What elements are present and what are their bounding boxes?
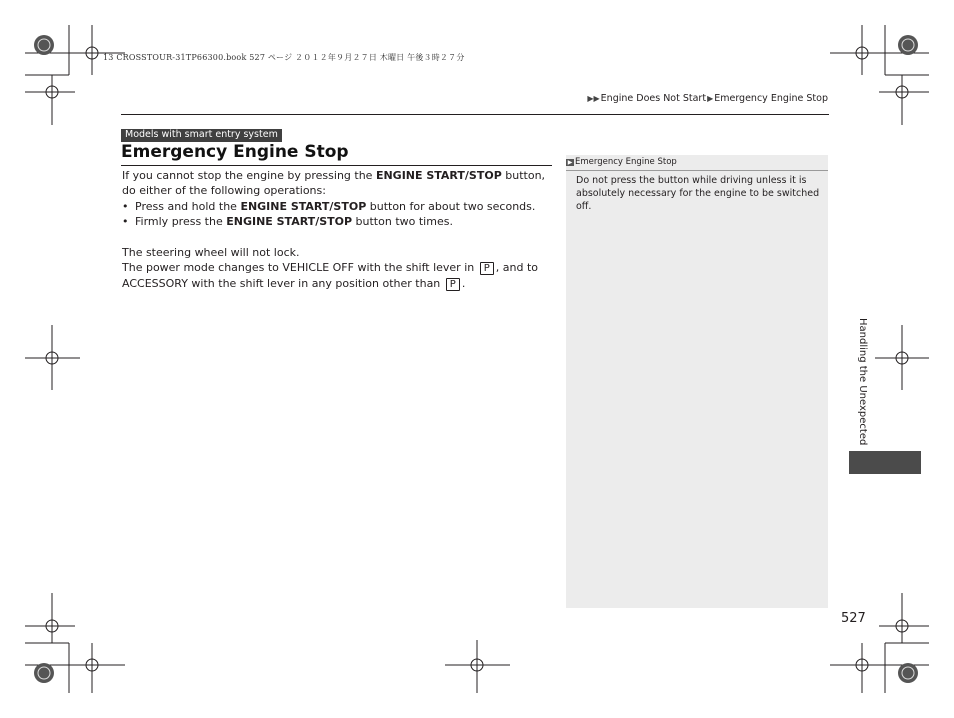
model-badge: Models with smart entry system <box>121 129 282 142</box>
breadcrumb <box>586 93 828 104</box>
note-header <box>566 155 828 171</box>
section-title: Emergency Engine Stop <box>121 142 349 162</box>
operations-list <box>122 199 552 230</box>
chapter-tab <box>849 451 921 474</box>
power-mode-note: The power mode changes to VEHICLE OFF with the shift lever in P , and to ACCESSORY with the shift lever in any position other than P . <box>122 261 538 290</box>
note-arrow-icon: ▶ <box>567 159 573 166</box>
body-text <box>122 168 552 291</box>
title-divider <box>121 165 552 166</box>
note-text: Do not press the button while driving unless it is absolutely necessary for the engine to be switched off. <box>576 175 820 212</box>
button-name: ENGINE START/STOP <box>375 169 502 182</box>
print-header: 13 CROSSTOUR-31TP66300.book 527 ページ ２０１２年９月２７日 木曜日 午後３時２７分 <box>103 53 465 62</box>
note-title: Emergency Engine Stop <box>575 157 677 167</box>
park-key-icon: P <box>446 278 460 291</box>
list-item: • Press and hold the ENGINE START/STOP button for about two seconds. <box>122 199 552 214</box>
header-divider <box>121 114 829 115</box>
side-note-panel <box>566 155 828 608</box>
park-key-icon: P <box>480 262 494 275</box>
arrow-icon: ▶ <box>707 94 714 103</box>
breadcrumb-item[interactable]: Engine Does Not Start <box>600 93 707 104</box>
steering-note: The steering wheel will not lock. <box>122 246 300 260</box>
page-number: 527 <box>841 611 866 626</box>
double-arrow-icon: ▶▶ <box>587 94 600 103</box>
list-item: • Firmly press the ENGINE START/STOP button two times. <box>122 214 552 229</box>
breadcrumb-item[interactable]: Emergency Engine Stop <box>714 93 828 104</box>
intro-paragraph: If you cannot stop the engine by pressing the ENGINE START/STOP button, do either of the following operations: <box>122 169 546 198</box>
chapter-side-label: Handling the Unexpected <box>857 318 868 446</box>
